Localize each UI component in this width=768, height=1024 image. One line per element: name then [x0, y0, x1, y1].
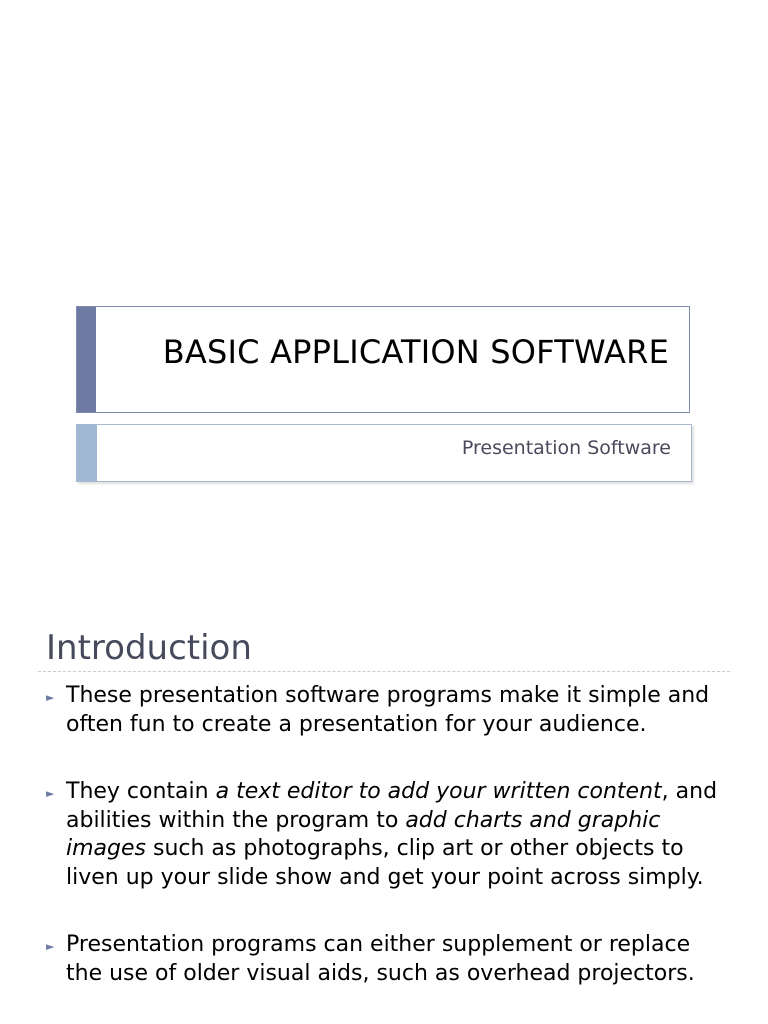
bullet-item — [44, 682, 724, 739]
bullet-emphasis: add charts and graphic images — [66, 807, 661, 861]
bullet-run: such as photographs, clip art or other objects to liven up your slide show and get your point across simply. — [66, 836, 704, 890]
triangle-right-icon: ► — [46, 691, 55, 704]
bullet-emphasis: a text editor to add your written content — [215, 779, 662, 804]
heading-divider — [38, 671, 730, 672]
slide-title: BASIC APPLICATION SOFTWARE — [162, 333, 669, 371]
slide-heading: Introduction — [46, 628, 252, 668]
bullet-run: These presentation software programs make it simple and often fun to create a presentation for your audience. — [66, 683, 710, 737]
bullet-text — [66, 779, 717, 890]
bullet-item — [44, 778, 724, 892]
bullet-run: Presentation programs can either supplement or replace the use of older visual aids, such as overhead projectors. — [66, 932, 695, 986]
bullet-item — [44, 931, 724, 988]
bullet-run: , and abilities within the program to — [66, 779, 718, 833]
subtitle-box — [76, 424, 692, 482]
slide-subtitle: Presentation Software — [461, 437, 671, 459]
bullet-list — [44, 682, 724, 1024]
title-accent-bar — [77, 307, 96, 412]
triangle-right-icon: ► — [46, 787, 55, 800]
content-slide — [0, 600, 768, 1024]
bullet-text — [66, 932, 695, 986]
title-box — [76, 306, 690, 413]
subtitle-accent-bar — [77, 425, 97, 481]
triangle-right-icon: ► — [46, 940, 55, 953]
bullet-text — [66, 683, 709, 737]
bullet-run: They contain — [66, 779, 216, 804]
